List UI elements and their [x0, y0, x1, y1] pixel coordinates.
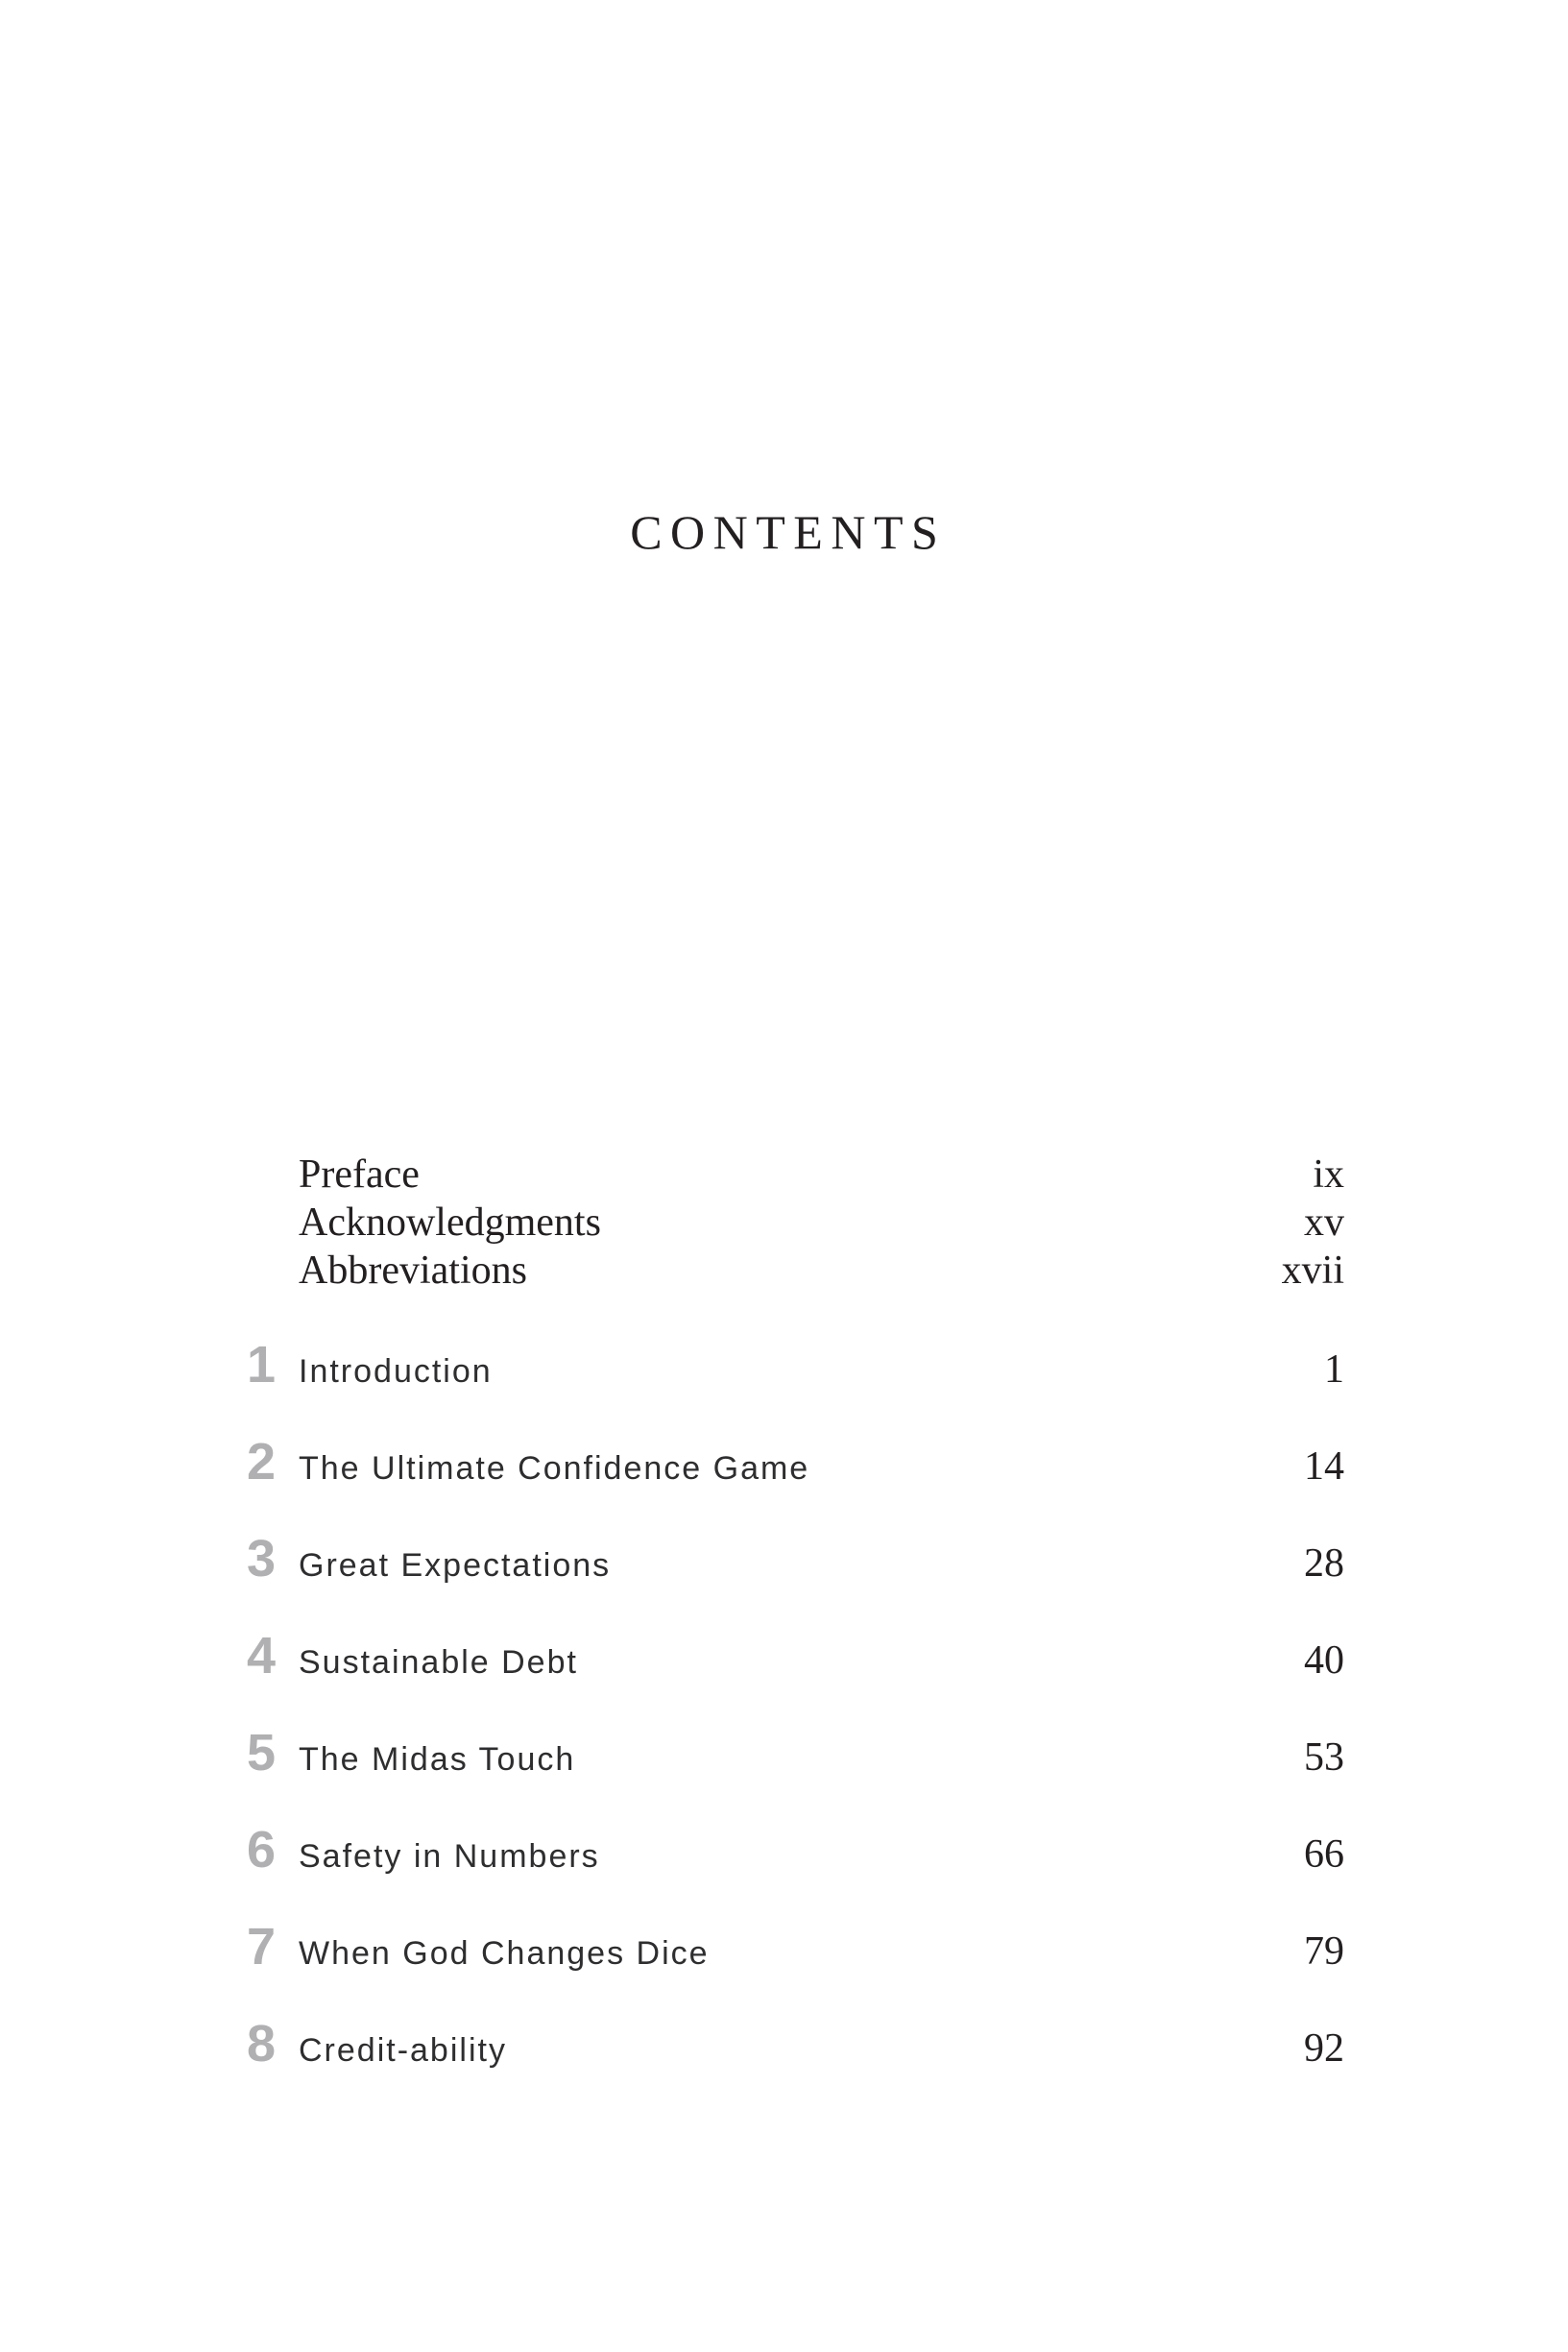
chapter-title: Great Expectations [299, 1547, 612, 1584]
front-matter-page-number: ix [1313, 1152, 1344, 1197]
chapter-page-number: 40 [1304, 1638, 1344, 1683]
chapter-number: 4 [246, 1627, 276, 1685]
chapter-number: 8 [246, 2015, 276, 2073]
chapter-page-number: 14 [1304, 1444, 1344, 1489]
chapter-list [206, 1336, 1344, 2073]
chapter-title: Introduction [299, 1353, 493, 1390]
chapter-title: Credit-ability [299, 2032, 507, 2069]
front-matter-page-number: xvii [1281, 1249, 1344, 1293]
chapter-row [206, 1724, 1344, 1782]
chapter-row [206, 2015, 1344, 2073]
chapter-row [206, 1336, 1344, 1394]
chapter-title: The Midas Touch [299, 1741, 576, 1778]
chapter-number: 1 [246, 1336, 276, 1394]
chapter-page-number: 79 [1304, 1929, 1344, 1974]
chapter-number: 6 [246, 1821, 276, 1879]
chapter-row [206, 1627, 1344, 1685]
chapter-page-number: 92 [1304, 2026, 1344, 2071]
front-matter-label: Preface [299, 1152, 420, 1197]
chapter-row [206, 1433, 1344, 1491]
chapter-row [206, 1530, 1344, 1588]
page-title: CONTENTS [630, 505, 947, 559]
chapter-row [206, 1918, 1344, 1976]
chapter-page-number: 66 [1304, 1832, 1344, 1877]
chapter-page-number: 28 [1304, 1541, 1344, 1586]
chapter-page-number: 1 [1324, 1347, 1344, 1392]
chapter-number: 7 [246, 1918, 276, 1976]
chapter-row [206, 1821, 1344, 1879]
chapter-number: 2 [246, 1433, 276, 1491]
front-matter-row [299, 1151, 1344, 1199]
front-matter-row [299, 1199, 1344, 1247]
chapter-title: Safety in Numbers [299, 1838, 600, 1875]
chapter-number: 3 [246, 1530, 276, 1588]
chapter-title: When God Changes Dice [299, 1935, 710, 1972]
front-matter-page-number: xv [1304, 1200, 1344, 1245]
chapter-page-number: 53 [1304, 1735, 1344, 1780]
front-matter-list [299, 1151, 1344, 1295]
front-matter-label: Acknowledgments [299, 1200, 601, 1245]
front-matter-label: Abbreviations [299, 1249, 527, 1293]
front-matter-row [299, 1247, 1344, 1295]
chapter-title: The Ultimate Confidence Game [299, 1450, 810, 1487]
chapter-number: 5 [246, 1724, 276, 1782]
chapter-title: Sustainable Debt [299, 1644, 578, 1681]
